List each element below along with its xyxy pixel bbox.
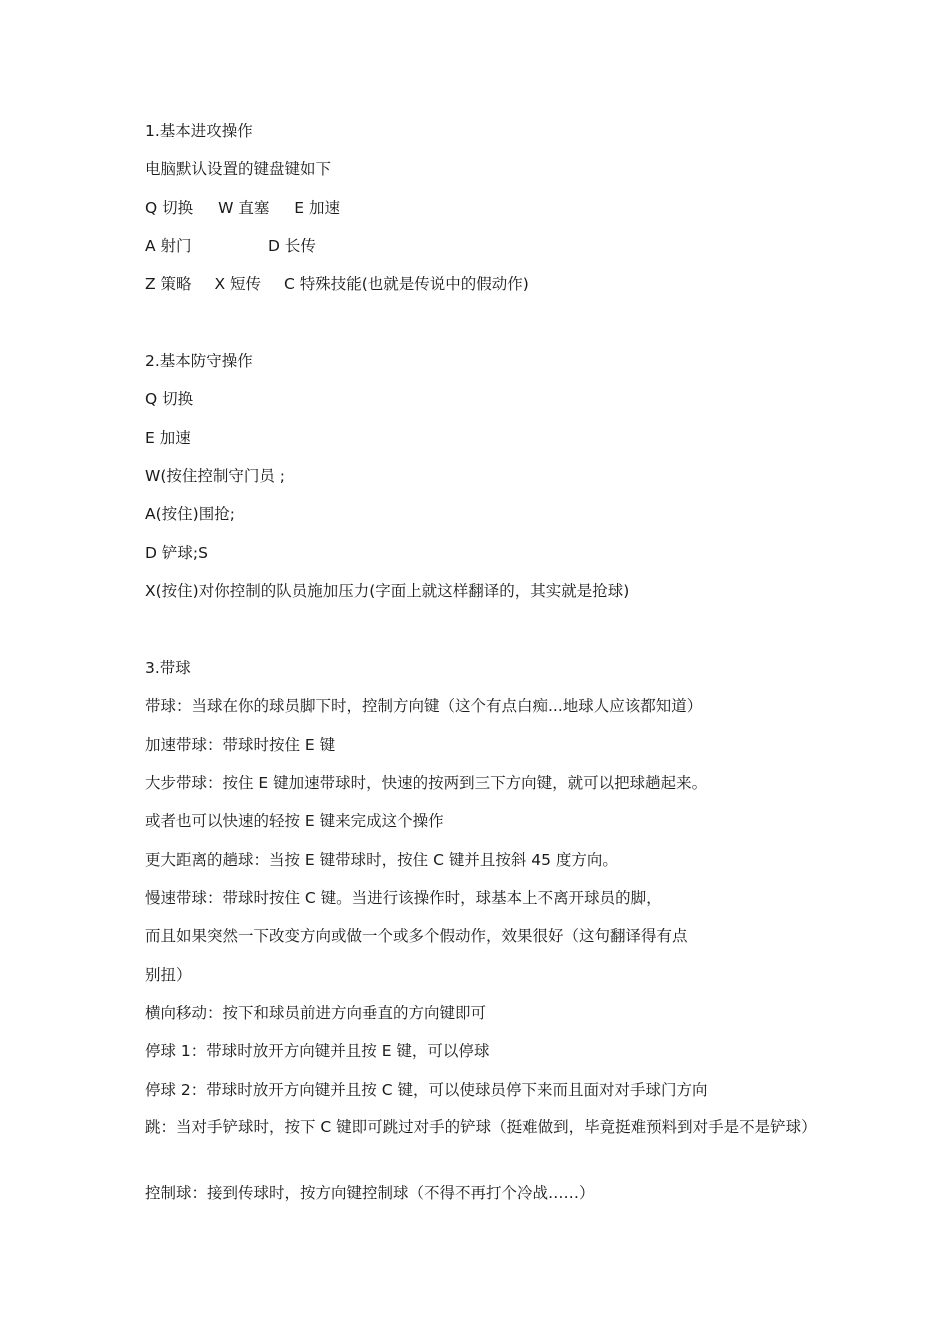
section2-line: W(按住控制守门员 ; bbox=[145, 467, 286, 485]
section1-row3 bbox=[145, 274, 529, 294]
section2-line: Q 切换 bbox=[145, 390, 194, 408]
key-a-shoot: A 射门 bbox=[145, 237, 192, 255]
section2-heading: 2.基本防守操作 bbox=[145, 352, 253, 370]
section1-heading: 1.基本进攻操作 bbox=[145, 122, 253, 140]
key-q-switch: Q 切换 bbox=[145, 199, 194, 217]
key-d-long-pass: D 长传 bbox=[268, 237, 316, 255]
key-e-sprint: E 加速 bbox=[294, 199, 341, 217]
section3-line: 大步带球：按住 E 键加速带球时，快速的按两到三下方向键，就可以把球趟起来。 bbox=[145, 774, 708, 792]
section3-jump: 跳：当对手铲球时，按下 C 键即可跳过对手的铲球（挺难做到，毕竟挺难预料到对手是不是铲球） bbox=[145, 1118, 817, 1136]
section3-line: 或者也可以快速的轻按 E 键来完成这个操作 bbox=[145, 812, 444, 830]
section2-line: X(按住)对你控制的队员施加压力(字面上就这样翻译的，其实就是抢球) bbox=[145, 582, 630, 600]
section2-line: E 加速 bbox=[145, 429, 191, 447]
key-w-through: W 直塞 bbox=[218, 199, 270, 217]
section3-line: 带球：当球在你的球员脚下时，控制方向键（这个有点白痴...地球人应该都知道） bbox=[145, 697, 703, 715]
section3-line: 更大距离的趟球：当按 E 键带球时，按住 C 键并且按斜 45 度方向。 bbox=[145, 851, 618, 869]
section3-line: 别扭） bbox=[145, 966, 192, 984]
section3-line: 停球 1：带球时放开方向键并且按 E 键，可以停球 bbox=[145, 1042, 490, 1060]
section3-line: 横向移动：按下和球员前进方向垂直的方向键即可 bbox=[145, 1004, 487, 1022]
section3-control: 控制球：接到传球时，按方向键控制球（不得不再打个冷战……） bbox=[145, 1184, 595, 1202]
section3-line: 停球 2：带球时放开方向键并且按 C 键，可以使球员停下来而且面对对手球门方向 bbox=[145, 1081, 708, 1099]
section1-intro: 电脑默认设置的键盘键如下 bbox=[145, 160, 332, 178]
key-c-skill: C 特殊技能(也就是传说中的假动作) bbox=[283, 275, 529, 293]
key-z-tactics: Z 策略 bbox=[145, 275, 192, 293]
section3-line: 加速带球：带球时按住 E 键 bbox=[145, 736, 336, 754]
section1-row1 bbox=[145, 198, 340, 218]
section2-line: D 铲球;S bbox=[145, 544, 208, 562]
section3-line: 而且如果突然一下改变方向或做一个或多个假动作，效果很好（这句翻译得有点 bbox=[145, 927, 688, 945]
section3-heading: 3.带球 bbox=[145, 659, 191, 677]
key-x-short-pass: X 短传 bbox=[214, 275, 262, 293]
section1-row2 bbox=[145, 236, 316, 256]
section3-line: 慢速带球：带球时按住 C 键。当进行该操作时，球基本上不离开球员的脚， bbox=[145, 889, 662, 907]
section2-line: A(按住)围抢; bbox=[145, 505, 235, 523]
